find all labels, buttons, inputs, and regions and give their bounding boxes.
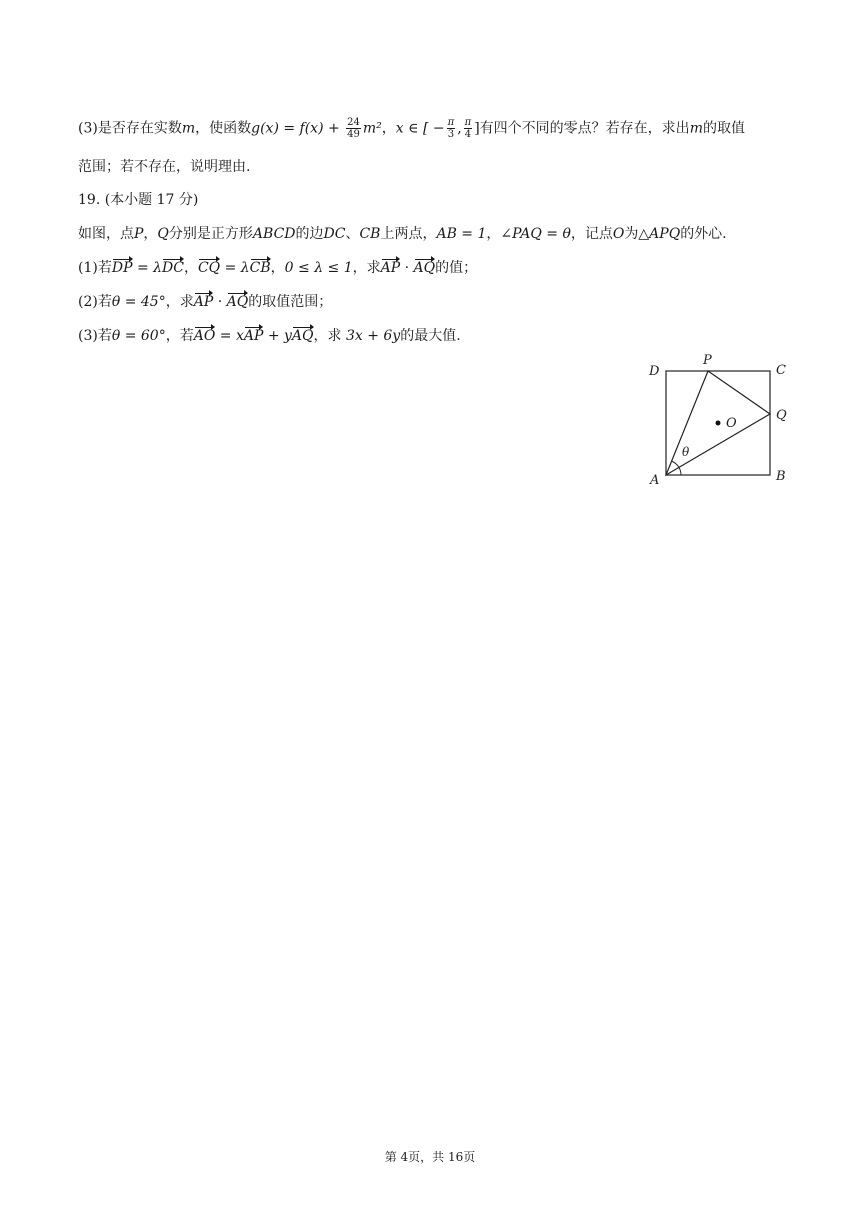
math-O: O xyxy=(612,226,625,242)
q19-text: 为△ xyxy=(624,226,650,242)
q19-text: ， xyxy=(270,260,285,276)
fraction-den: 4 xyxy=(464,129,472,140)
math-angle-PAQ: ∠PAQ = θ xyxy=(500,226,571,242)
q19-text: 的最大值. xyxy=(400,328,461,344)
fraction-den: 3 xyxy=(447,129,455,140)
label-theta: θ xyxy=(682,445,690,459)
angle-theta-arc xyxy=(672,461,681,475)
q19-text: 的外心. xyxy=(680,226,727,242)
point-O xyxy=(716,421,721,426)
label-A: A xyxy=(650,473,660,488)
q18-part3-line1 xyxy=(78,117,745,140)
vector-AO: AO xyxy=(193,328,216,344)
math-x-in: x ∈ [ − xyxy=(395,120,445,137)
q19-text: ，求 xyxy=(165,294,194,310)
label-B: B xyxy=(776,469,786,484)
label-D: D xyxy=(649,364,660,379)
math-m: m xyxy=(689,120,703,137)
vector-AP: AP xyxy=(193,294,214,310)
math-dot: · xyxy=(213,294,227,310)
fraction-24-49 xyxy=(346,117,361,140)
q19-text: ， xyxy=(143,226,158,242)
q19-text: ，记点 xyxy=(570,226,613,242)
math-Q: Q xyxy=(157,226,169,242)
vector-AP: AP xyxy=(380,260,401,276)
q19-text: ，若 xyxy=(165,328,194,344)
math-APQ: APQ xyxy=(649,226,681,242)
math-CB: CB xyxy=(359,226,381,242)
math-m-squared: m² xyxy=(362,120,382,137)
label-Q: Q xyxy=(776,408,787,423)
fraction-pi-3 xyxy=(447,117,456,140)
label-C: C xyxy=(776,363,786,378)
vector-DP: DP xyxy=(111,260,133,276)
math-comma: , xyxy=(457,120,462,137)
q19-part1 xyxy=(78,258,477,278)
math-theta-45: θ = 45° xyxy=(111,294,166,310)
q18-part3-line2: 范围；若不存在，说明理由. xyxy=(78,159,251,175)
math-AB-eq-1: AB = 1 xyxy=(436,226,487,242)
math-eq-x: = x xyxy=(215,328,244,344)
q18-text: ，使函数 xyxy=(195,120,252,137)
q19-text: (2)若 xyxy=(78,294,112,310)
math-plus-y: + y xyxy=(263,328,292,344)
q18-text: 有四个不同的零点？若存在，求出 xyxy=(479,120,690,137)
q19-text: (1)若 xyxy=(78,260,112,276)
q18-text: ， xyxy=(381,120,396,137)
vector-AQ: AQ xyxy=(413,260,436,276)
q19-text: 、 xyxy=(345,226,360,242)
math-DC: DC xyxy=(323,226,346,242)
fraction-num: π xyxy=(464,117,472,128)
math-eq-lambda: = λ xyxy=(132,260,163,276)
q19-text: ，求 xyxy=(313,328,346,344)
q19-intro xyxy=(78,224,727,244)
vector-CB: CB xyxy=(249,260,271,276)
q19-text: 的值； xyxy=(435,260,478,276)
q18-text: 的取值 xyxy=(702,120,745,137)
math-P: P xyxy=(134,226,144,242)
geometry-figure xyxy=(640,348,800,488)
q19-text: 的边 xyxy=(295,226,324,242)
math-theta-60: θ = 60° xyxy=(111,328,166,344)
q19-text: 上两点， xyxy=(380,226,437,242)
math-g-expr: g(x) = f(x) + xyxy=(251,120,345,137)
vector-AQ: AQ xyxy=(291,328,314,344)
q19-text: ，求 xyxy=(352,260,381,276)
math-m: m xyxy=(181,120,196,137)
q19-text: 的取值范围； xyxy=(248,294,333,310)
vector-CQ: CQ xyxy=(197,260,221,276)
q19-text: (3)若 xyxy=(78,328,112,344)
label-P: P xyxy=(703,353,712,368)
q19-text: 分别是正方形 xyxy=(168,226,253,242)
math-3x-6y: 3x + 6y xyxy=(345,328,401,344)
math-dot: · xyxy=(400,260,414,276)
vector-AQ: AQ xyxy=(226,294,249,310)
q19-part3 xyxy=(78,326,461,346)
q19-text: 如图，点 xyxy=(78,226,134,242)
fraction-pi-4 xyxy=(464,117,473,140)
vector-AP: AP xyxy=(243,328,264,344)
vector-DC: DC xyxy=(162,260,184,276)
page-footer: 第 4页，共 16页 xyxy=(384,1150,476,1164)
math-ABCD: ABCD xyxy=(252,226,296,242)
math-lambda-range: 0 ≤ λ ≤ 1 xyxy=(284,260,353,276)
fraction-num: 24 xyxy=(347,117,360,128)
q18-text: (3)是否存在实数 xyxy=(78,120,182,137)
q19-header: 19. (本小题 17 分) xyxy=(78,192,199,208)
q19-text: ， xyxy=(486,226,501,242)
math-eq-lambda: = λ xyxy=(220,260,250,276)
q19-part2 xyxy=(78,292,332,312)
label-O: O xyxy=(726,416,737,431)
math-bracket: ] xyxy=(474,120,480,137)
fraction-den: 49 xyxy=(347,129,360,140)
fraction-num: π xyxy=(447,117,455,128)
q19-text: ， xyxy=(183,260,198,276)
